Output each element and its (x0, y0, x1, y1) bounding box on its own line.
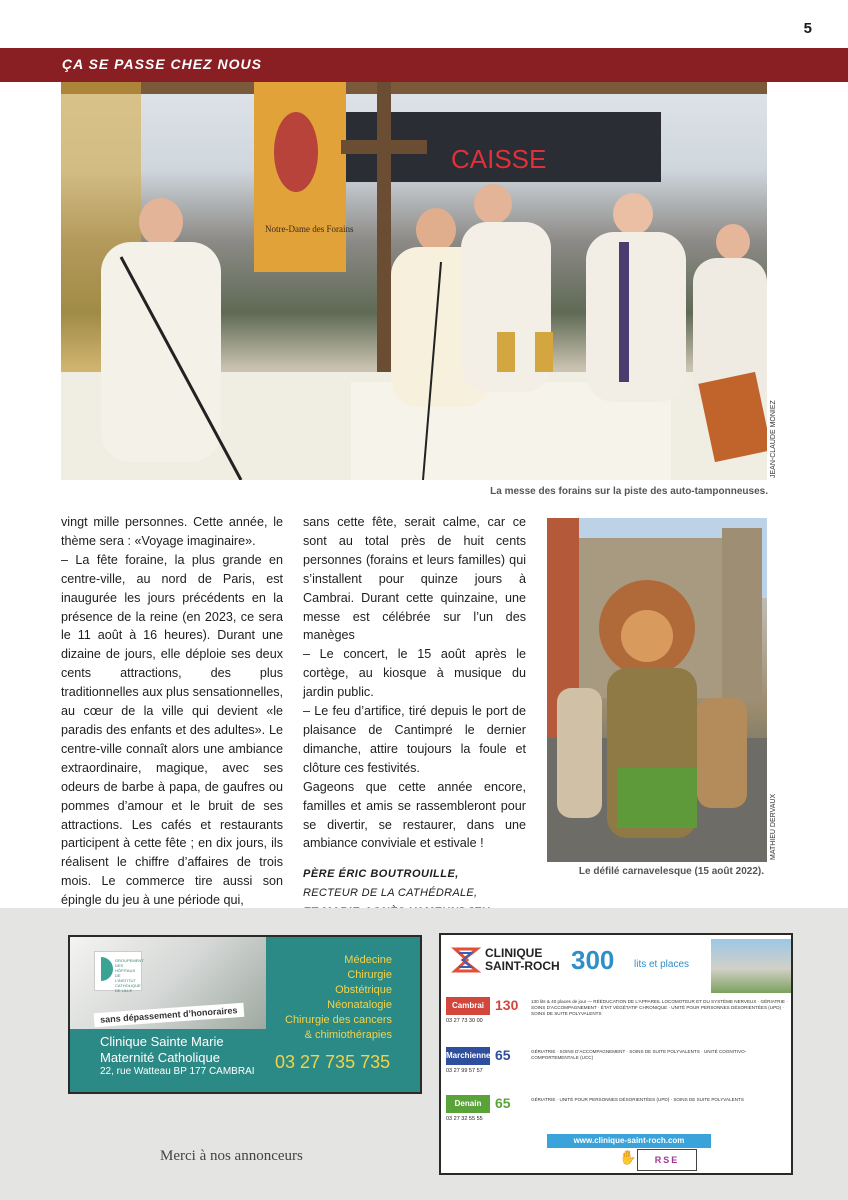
clinic-name: Clinique Sainte Marie (100, 1034, 224, 1049)
caption-side: Le défilé carnavelesque (15 août 2022). (578, 866, 764, 877)
ad-clinique-sainte-marie[interactable] (68, 935, 422, 1094)
logo-mark-icon (101, 957, 113, 981)
photo-parade (547, 518, 767, 862)
photo-mass (61, 82, 767, 480)
saint-roch-building-photo (711, 939, 791, 993)
beds-label: lits et places (634, 959, 690, 970)
photo-parade-illustration (547, 518, 767, 862)
site-beds: 130 (495, 997, 519, 1013)
article-paragraph: vingt mille personnes. Cette année, le thème sera : «Voyage imaginaire». (61, 515, 283, 548)
signature-role: RECTEUR DE LA CATHÉDRALE, (303, 887, 478, 900)
caisse-sign: CAISSE (451, 144, 547, 174)
hospital-group-logo (94, 951, 142, 991)
saint-roch-name-line2: SAINT-ROCH (485, 959, 560, 973)
site-label: Marchiennes (446, 1047, 490, 1065)
rse-badge: RSE (637, 1149, 697, 1171)
photo-credit-side: MATHIEU DERVAUX (770, 793, 777, 860)
article-paragraph: – Le feu d’artifice, tiré depuis le port de plaisance de Cantimpré le dernier dimanche, attire toujours la foule et clôture ces festivités. (303, 704, 526, 775)
site-row-marchiennes (441, 1047, 793, 1093)
site-beds: 65 (495, 1095, 511, 1111)
beds-count: 300 (571, 945, 615, 975)
site-row-cambrai (441, 997, 793, 1043)
logo-text: GROUPEMENT DES HÔPITAUX DE L’INSTITUT CATHOLIQUE DE LILLE (115, 958, 144, 993)
saint-roch-name (485, 947, 560, 973)
specialty-item: & chimiothérapies (304, 1029, 392, 1041)
specialty-item: Chirurgie des cancers (285, 1014, 392, 1026)
site-services: GÉRIATRIE · SOINS D’ACCOMPAGNEMENT · SOINS DE SUITE POLYVALENTS · UNITÉ COGNITIVO-COMPORTEMENTALE (UCC) (531, 1049, 747, 1061)
site-services: 130 lits & 40 places de jour — RÉÉDUCATION DE L’APPAREIL LOCOMOTEUR ET DU SYSTÈME NERVEUX · GÉRIATRIE · SOINS D’ACCOMPAGNEMENT · ÉTAT VÉGÉTATIF CHRONIQUE · UNITÉ POUR PERSONNES DÉSORIENTÉES (UPD) · SOINS DE SUITE POLYVALENTS (531, 999, 788, 1017)
signature-name: PÈRE ÉRIC BOUTROUILLE, (303, 868, 459, 881)
site-services: GÉRIATRIE · UNITÉ POUR PERSONNES DÉSORIENTÉES (UPD) · SOINS DE SUITE POLYVALENTS (531, 1097, 744, 1102)
thanks-advertisers: Merci à nos annonceurs (160, 1148, 303, 1164)
ad-phone[interactable]: 03 27 735 735 (275, 1052, 391, 1072)
ad-clinique-saint-roch[interactable] (439, 933, 793, 1175)
ad-specialties (285, 953, 392, 1043)
article-paragraph: Gageons que cette année encore, familles et amis se rassembleront pour se divertir, se restaurer, dans une ambiance conviviale et estivale ! (303, 779, 526, 851)
hand-icon: ✋ (619, 1149, 637, 1165)
photo-credit-main: JEAN-CLAUDE MONIEZ (770, 400, 777, 478)
ad-address: 22, rue Watteau BP 177 CAMBRAI (100, 1066, 255, 1077)
article-paragraph: sans cette fête, serait calme, car ce sont au total près de huit cents personnes (forains et leurs familles) qui s’installent pour quinze jours à Cambrai. Durant cette quinzaine, une messe est célébrée sur l’un des manèges (303, 515, 526, 643)
article-column-1 (61, 513, 283, 910)
article-paragraph: – La fête foraine, la plus grande en centre-ville, au nord de Paris, est inaugurée les jours précédents en la présence de la reine (en 2023, ce sera le 11 août à 16 heures). Durant une dizaine de jours, elle déploie ses deux cents attractions, des plus traditionnelles aux plus sensationnelles, au cœur de la ville qui devient «le paradis des enfants et des adultes». Le centre-ville connaît alors une ambiance extraordinaire, magique, avec ses odeurs de barbe à papa, de gaufres ou pommes d’amour et le bruit de ses attractions. Les cafés et restaurants participent à cette fête ; en dix jours, ils réalisent le chiffre d’affaires de trois mois. Le commerce tire aussi son épingle du jeu à une période qui, (61, 552, 283, 908)
ad-clinic-name (100, 1034, 224, 1066)
website-link[interactable]: www.clinique-saint-roch.com (547, 1134, 711, 1148)
clinic-subtitle: Maternité Catholique (100, 1050, 220, 1065)
saint-roch-name-line1: CLINIQUE (485, 946, 543, 960)
site-label: Denain (446, 1095, 490, 1113)
site-phone: 03 27 73 30 00 (446, 1018, 483, 1024)
ad-tagline: sans dépassement d’honoraires (94, 1003, 244, 1027)
caption-main: La messe des forains sur la piste des auto-tamponneuses. (490, 486, 768, 497)
site-beds: 65 (495, 1047, 511, 1063)
specialty-item: Chirurgie (347, 969, 392, 981)
specialty-item: Médecine (344, 954, 392, 966)
specialty-item: Néonatalogie (327, 999, 392, 1011)
banner-text: Notre-Dame des Forains (265, 224, 354, 234)
site-phone: 03 27 32 55 55 (446, 1116, 483, 1122)
photo-mass-illustration (61, 82, 767, 480)
specialty-item: Obstétrique (335, 984, 392, 996)
article-column-2 (303, 513, 526, 922)
site-label: Cambrai (446, 997, 490, 1015)
site-phone: 03 27 99 57 57 (446, 1068, 483, 1074)
saint-roch-logo-icon (451, 945, 481, 975)
section-band (0, 48, 848, 82)
section-title: ÇA SE PASSE CHEZ NOUS (62, 56, 262, 72)
article-paragraph: – Le concert, le 15 août après le cortège, au kiosque à musique du jardin public. (303, 647, 526, 700)
page-number: 5 (803, 20, 812, 37)
